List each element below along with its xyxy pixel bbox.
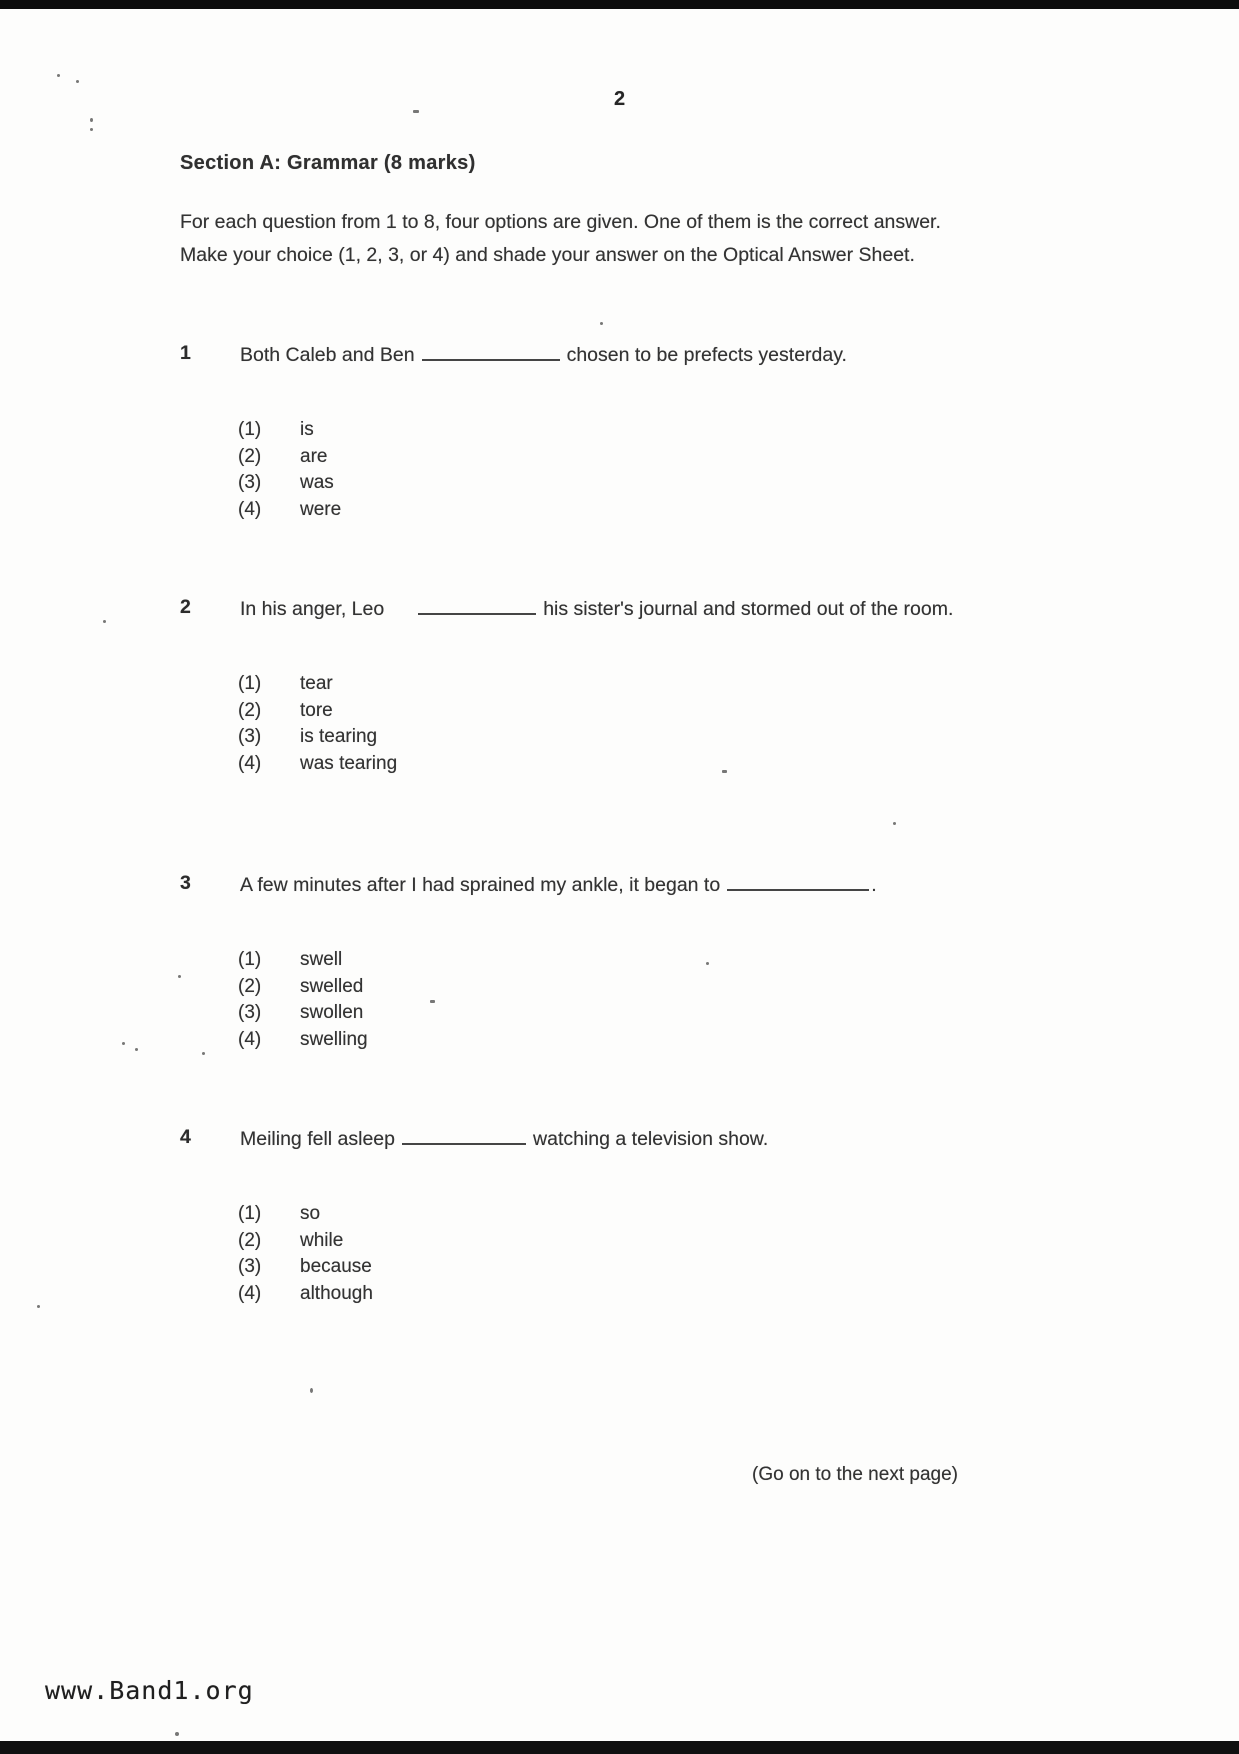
- option-text: were: [300, 498, 342, 520]
- option-label: (1): [238, 1203, 262, 1224]
- question-2-number: 2: [180, 596, 191, 618]
- option: [238, 974, 975, 1001]
- option-label: (2): [238, 445, 262, 467]
- question-1-number: 1: [180, 342, 191, 364]
- option-text: tore: [300, 699, 333, 721]
- question-1-line: [180, 342, 975, 369]
- question-4-text-before: Meiling fell asleep: [240, 1128, 396, 1150]
- option: [238, 1000, 975, 1027]
- option: [238, 1281, 975, 1308]
- question-3-text: [240, 872, 975, 899]
- scan-speck: [57, 74, 60, 77]
- scan-speck: [76, 80, 79, 83]
- question-1-options: [238, 417, 975, 523]
- option-text: tear: [300, 673, 333, 694]
- option-label: (4): [238, 1028, 262, 1050]
- option: [238, 1201, 975, 1228]
- question-1-text-after: chosen to be prefects yesterday.: [566, 344, 847, 366]
- question-1-answer-blank: [422, 359, 560, 361]
- option-label: (2): [238, 699, 262, 721]
- scan-speck: [413, 110, 419, 113]
- question-2-line: [180, 596, 975, 623]
- option-text: while: [300, 1229, 344, 1251]
- question-2-text-before: In his anger, Leo: [240, 598, 385, 620]
- option-label: (3): [238, 1256, 262, 1277]
- option-label: (3): [238, 726, 262, 747]
- option-label: (2): [238, 975, 262, 997]
- option: [238, 417, 975, 444]
- option-label: (1): [238, 673, 262, 694]
- question-2-text-after: his sister's journal and stormed out of the room.: [543, 598, 954, 620]
- option-label: (4): [238, 752, 262, 774]
- option-text: swollen: [300, 1002, 364, 1023]
- option-text: is: [300, 419, 314, 440]
- scan-bar-top: [0, 0, 1239, 9]
- question-4-answer-blank: [402, 1143, 526, 1145]
- option-label: (3): [238, 1002, 262, 1023]
- question-3: [180, 872, 975, 1053]
- option-label: (1): [238, 949, 262, 970]
- section-title: Section A: Grammar (8 marks): [180, 152, 476, 174]
- option: [238, 1027, 975, 1054]
- question-4-line: [180, 1126, 975, 1153]
- question-4-options: [238, 1201, 975, 1307]
- option-text: swell: [300, 949, 343, 970]
- option-text: because: [300, 1256, 372, 1277]
- option: [238, 470, 975, 497]
- scan-speck: [893, 822, 896, 825]
- option: [238, 1254, 975, 1281]
- question-2: [180, 596, 975, 777]
- option-text: so: [300, 1203, 321, 1224]
- option: [238, 444, 975, 471]
- continuation-note: (Go on to the next page): [752, 1464, 958, 1485]
- question-3-text-after: .: [871, 874, 877, 896]
- watermark-url: www.Band1.org: [45, 1676, 254, 1705]
- option-text: are: [300, 445, 328, 467]
- option-text: swelled: [300, 975, 364, 997]
- option-text: was: [300, 472, 334, 493]
- scan-bar-bottom: [0, 1741, 1239, 1754]
- question-4: [180, 1126, 975, 1307]
- scan-speck: [90, 128, 93, 131]
- scan-speck: [310, 1388, 313, 1393]
- option: [238, 497, 975, 524]
- question-2-answer-blank: [418, 613, 536, 615]
- scan-speck: [37, 1305, 40, 1308]
- question-4-text-after: watching a television show.: [533, 1128, 769, 1150]
- section-instructions: For each question from 1 to 8, four options are given. One of them is the correct answer. Make your choice (1, 2, 3, or 4) and shade your answer on the Optical Answer Sheet.: [180, 211, 941, 266]
- page-number: 2: [613, 88, 626, 110]
- question-1: [180, 342, 975, 523]
- question-3-line: [180, 872, 975, 899]
- option-text: is tearing: [300, 726, 378, 747]
- scan-speck: [122, 1042, 125, 1045]
- option: [238, 751, 975, 778]
- scan-speck: [706, 962, 709, 965]
- option: [238, 698, 975, 725]
- option: [238, 724, 975, 751]
- question-3-text-before: A few minutes after I had sprained my ankle, it began to: [240, 874, 721, 896]
- scan-speck: [135, 1048, 138, 1051]
- option-label: (4): [238, 1282, 262, 1304]
- option-text: was tearing: [300, 752, 398, 774]
- question-2-text: [240, 596, 975, 623]
- scan-speck: [430, 1000, 435, 1003]
- scan-speck: [90, 118, 93, 122]
- option-label: (3): [238, 472, 262, 493]
- question-1-text: [240, 342, 975, 369]
- option: [238, 1228, 975, 1255]
- question-4-text: [240, 1126, 975, 1153]
- question-4-number: 4: [180, 1126, 191, 1148]
- scan-speck: [178, 975, 181, 978]
- question-1-text-before: Both Caleb and Ben: [240, 344, 415, 366]
- option-text: swelling: [300, 1028, 368, 1050]
- scan-speck: [600, 322, 603, 325]
- option-label: (1): [238, 419, 262, 440]
- scan-speck: [722, 770, 727, 773]
- scan-speck: [175, 1732, 179, 1736]
- question-2-options: [238, 671, 975, 777]
- option: [238, 947, 975, 974]
- option-label: (2): [238, 1229, 262, 1251]
- option-text: although: [300, 1282, 373, 1304]
- scan-speck: [202, 1052, 205, 1055]
- option-label: (4): [238, 498, 262, 520]
- scan-speck: [103, 620, 106, 623]
- question-3-options: [238, 947, 975, 1053]
- option: [238, 671, 975, 698]
- question-3-answer-blank: [727, 889, 869, 891]
- question-3-number: 3: [180, 872, 191, 894]
